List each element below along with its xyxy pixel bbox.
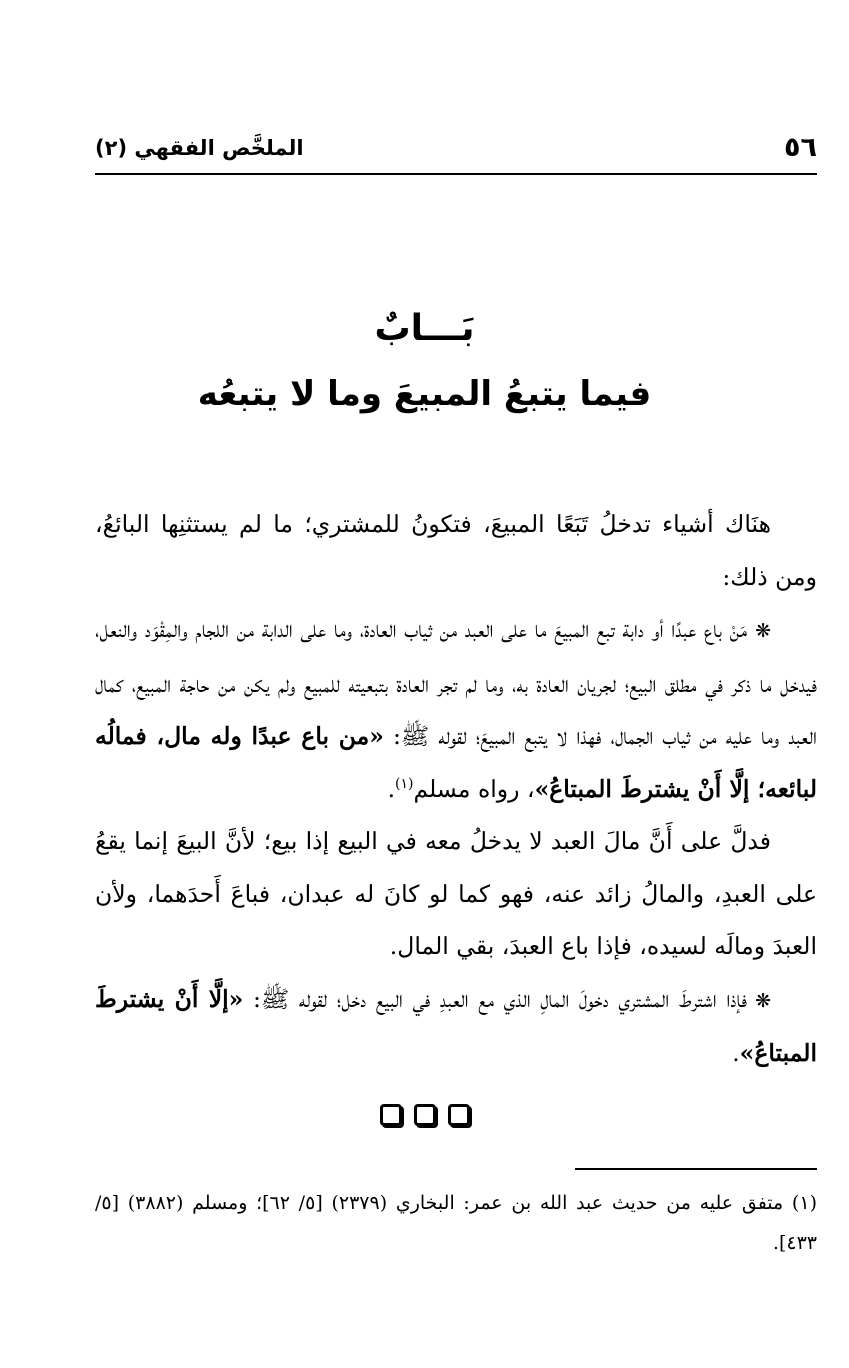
- header-divider: [95, 173, 817, 175]
- section-end-ornament: [0, 1104, 849, 1126]
- book-title: الملخَّص الفقهي (٢): [95, 136, 304, 160]
- body-text: [95, 498, 817, 1080]
- chapter-title: فيما يتبعُ المبيعَ وما لا يتبعُه: [197, 374, 652, 414]
- narration-source: ، رواه مسلم: [413, 774, 535, 803]
- hadith-quote: «إلَّا أَنْ يشترطَ المبتاعُ»: [95, 984, 817, 1067]
- footnote-reference[interactable]: (١): [395, 775, 414, 792]
- page-number: ٥٦: [784, 132, 817, 163]
- paragraph-text: مَنْ باع عبدًا أو دابة تبع المبيعَ ما على العبد من ثياب العادة، وما على الدابة من اللجام والمِقْوَد والنعل، فيدخل ما ذكر في مطلق البيع؛ لجريان العادة به، وما لم تجر العادة بتبعيته للمبيع ولم يكن من حاجة المبيع، كمال العبد وما عليه من ثياب الجمال، فهذا لا يتبع المبيعَ؛ لقوله ﷺ:: [95, 615, 817, 750]
- sentence-end: .: [732, 1039, 740, 1067]
- running-head: [95, 128, 817, 168]
- paragraph-slave-sale: [95, 603, 817, 815]
- paragraph-condition: [95, 973, 817, 1080]
- square-ornament-icon: [448, 1104, 470, 1126]
- paragraph-intro: هنَاك أشياء تدخلُ تَبَعًا المبيعَ، فتكونُ للمشتري؛ ما لم يستثنِها البائعُ، ومن ذلك:: [95, 510, 817, 591]
- sentence-end: .: [387, 774, 396, 803]
- footnote: (١) متفق عليه من حديث عبد الله بن عمر: البخاري (٢٣٧٩) [٥/ ٦٢]؛ ومسلم (٣٨٨٢) [٥/ ٤٣٣].: [95, 1192, 817, 1254]
- flower-bullet-icon: ❋: [755, 620, 771, 642]
- footnote-divider: [575, 1168, 817, 1170]
- hadith-quote: «من باع عبدًا وله مال، فمالُه لبائعه؛ إلَّا أَنْ يشترطَ المبتاعُ»: [95, 722, 817, 803]
- paragraph-text: فإذا اشترطَ المشتري دخولَ المالِ الذي مع العبدِ في البيع دخل؛ لقوله ﷺ:: [252, 984, 748, 1013]
- square-ornament-icon: [414, 1104, 436, 1126]
- flower-bullet-icon: ❋: [755, 989, 771, 1012]
- chapter-label: بَـــابٌ: [374, 308, 475, 349]
- paragraph-explanation: فدلَّ على أَنَّ مالَ العبد لا يدخلُ معه في البيع إذا بيع؛ لأنَّ البيعَ إنما يقعُ على العبدِ، والمالُ زائد عنه، فهو كما لو كانَ له عبدان، فباعَ أَحدَهما، ولأن العبدَ ومالَه لسيده، فإذا باع العبدَ، بقي المال.: [95, 827, 817, 960]
- square-ornament-icon: [380, 1104, 402, 1126]
